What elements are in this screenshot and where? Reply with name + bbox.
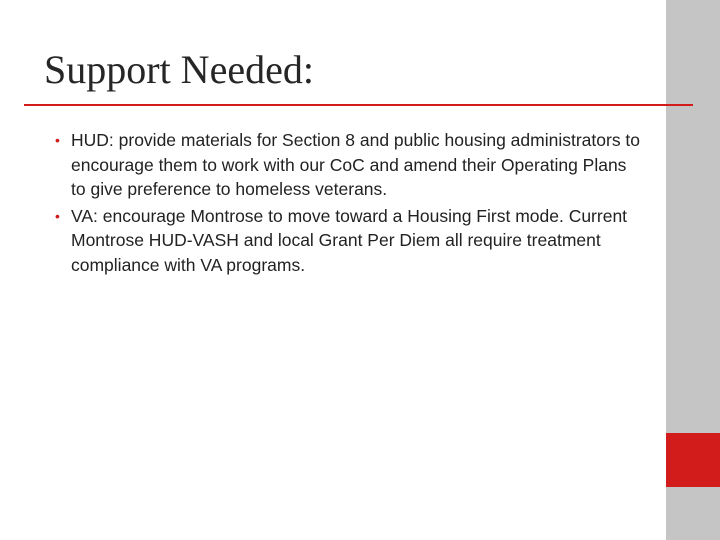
bullet-item [52,128,642,202]
bullet-text: VA: encourage Montrose to move toward a Housing First mode. Current Montrose HUD-VASH and local Grant Per Diem all require treatment compliance with VA programs. [71,205,628,275]
bullet-text: HUD: provide materials for Section 8 and public housing administrators to encourage them to work with our CoC and amend their Operating Plans to give preference to homeless veterans. [71,130,641,199]
title-divider [24,104,693,106]
side-accent-block [666,433,720,487]
bullet-dot-icon: • [55,207,60,224]
bullet-item [52,204,642,278]
slide-title: Support Needed: [44,47,314,92]
bullet-dot-icon: • [55,132,60,148]
bullet-list [52,128,642,277]
